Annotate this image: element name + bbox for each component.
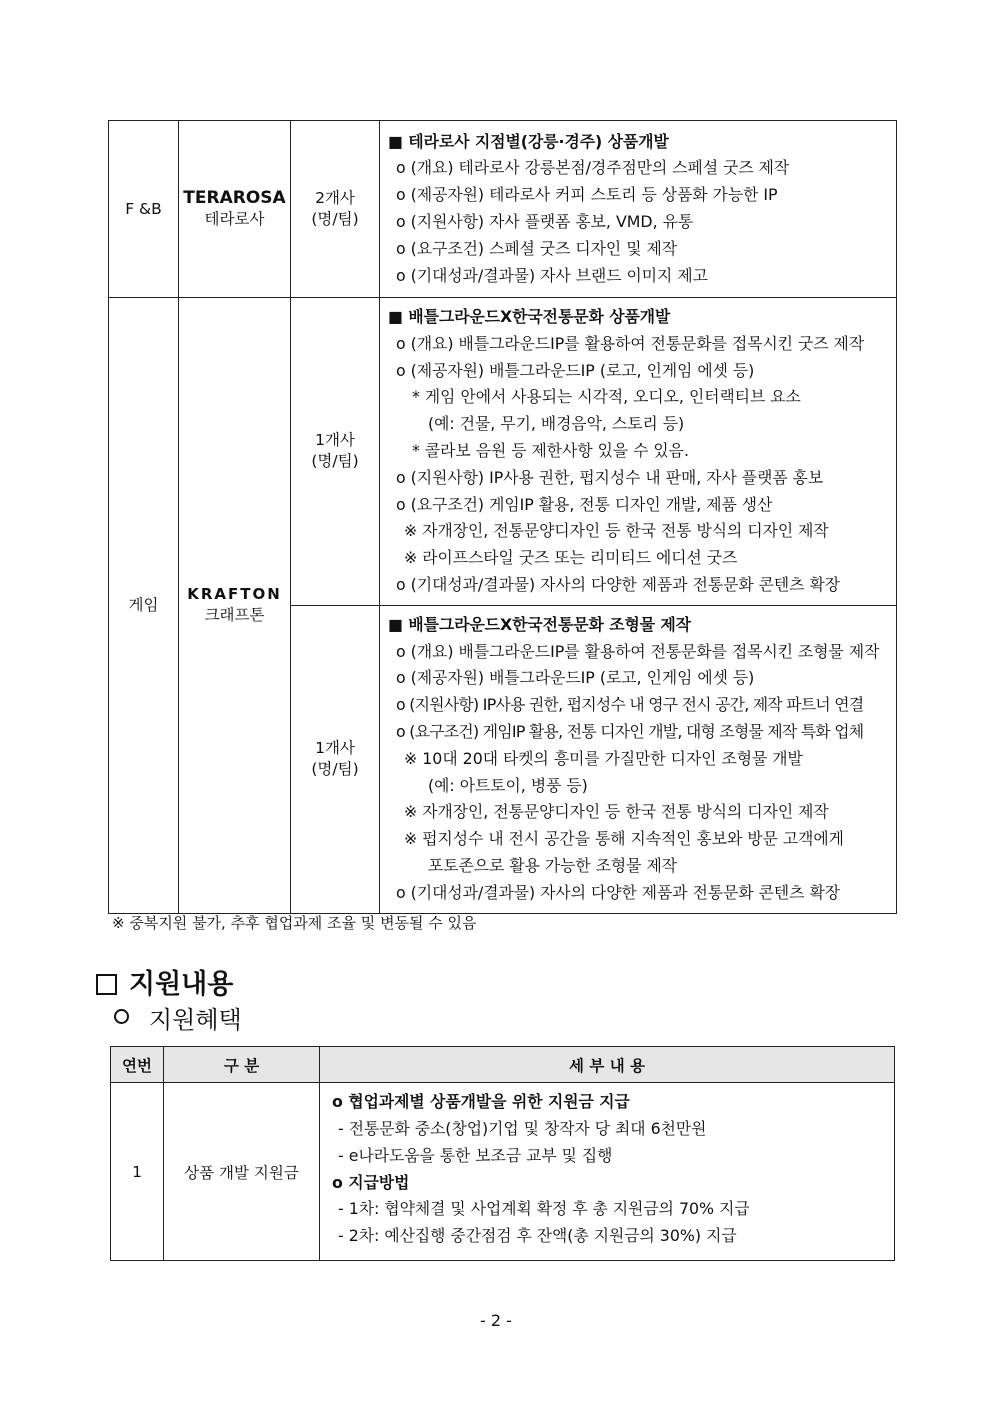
count-unit: (명/팀) xyxy=(311,760,359,779)
category-cell: F &B xyxy=(109,121,179,298)
desc-line: o (지원사항) 자사 플랫폼 홍보, VMD, 유통 xyxy=(396,212,694,231)
count-unit: (명/팀) xyxy=(311,210,359,228)
count-unit: (명/팀) xyxy=(311,452,359,471)
desc-line: o (제공자원) 배틀그라운드IP (로고, 인게임 에셋 등) xyxy=(396,668,755,688)
detail-heading: o 지급방법 xyxy=(332,1172,410,1192)
desc-line: o (개요) 배틀그라운드IP를 활용하여 전통문화를 접목시킨 조형물 제작 xyxy=(396,641,880,661)
desc-line: 포토존으로 활용 가능한 조형물 제작 xyxy=(428,855,677,875)
table-row xyxy=(109,298,897,606)
category-cell: 게임 xyxy=(109,298,179,914)
subsection-title: 지원혜택 xyxy=(149,1006,242,1034)
desc-line: o (개요) 배틀그라운드IP를 활용하여 전통문화를 접목시킨 굿즈 제작 xyxy=(396,333,865,353)
desc-line: ※ 자개장인, 전통문양디자인 등 한국 전통 방식의 디자인 제작 xyxy=(404,802,829,822)
count-cell xyxy=(291,298,380,606)
note-text: ※ 중복지원 불가, 추후 협업과제 조율 및 변동될 수 있음 xyxy=(112,914,477,932)
desc-line: ※ 라이프스타일 굿즈 또는 리미티드 에디션 굿즈 xyxy=(404,548,738,568)
desc-line: o (제공자원) 배틀그라운드IP (로고, 인게임 에셋 등) xyxy=(396,360,755,380)
section-heading xyxy=(96,962,233,1001)
desc-line: o (기대성과/결과물) 자사의 다양한 제품과 전통문화 콘텐츠 확장 xyxy=(396,882,840,902)
desc-line: * 콜라보 음원 등 제한사항 있을 수 있음. xyxy=(412,440,689,460)
desc-line: o (요구조건) 게임IP 활용, 전통 디자인 개발, 대형 조형물 제작 특화 업체 xyxy=(396,721,864,741)
desc-line: ※ 펍지성수 내 전시 공간을 통해 지속적인 홍보와 방문 고객에게 xyxy=(404,829,844,849)
project-title: ■ 배틀그라운드X한국전통문화 조형물 제작 xyxy=(388,614,692,634)
description-cell xyxy=(380,121,897,298)
subsection-heading xyxy=(114,1000,242,1035)
table-row xyxy=(109,121,897,298)
benefits-table xyxy=(110,1046,895,1261)
company-name: 테라로사 xyxy=(204,210,265,228)
desc-line: o (제공자원) 테라로사 커피 스토리 등 상품화 가능한 IP xyxy=(396,185,778,205)
row-no: 1 xyxy=(111,1083,164,1261)
header-category: 구 분 xyxy=(164,1047,320,1083)
count-value: 1개사 xyxy=(315,739,355,758)
krafton-logo: KRAFTON xyxy=(187,585,282,604)
description-cell xyxy=(380,605,897,913)
desc-line: ※ 10대 20대 타켓의 흥미를 가질만한 디자인 조형물 개발 xyxy=(404,748,803,768)
detail-heading: o 협업과제별 상품개발을 위한 지원금 지급 xyxy=(332,1092,630,1112)
desc-line: o (개요) 테라로사 강릉본점/경주점만의 스페셜 굿즈 제작 xyxy=(396,158,790,178)
desc-line: o (기대성과/결과물) 자사의 다양한 제품과 전통문화 콘텐츠 확장 xyxy=(396,574,840,594)
detail-line: - e나라도움을 통한 보조금 교부 및 집행 xyxy=(338,1145,613,1165)
detail-line: - 1차: 협약체결 및 사업계획 확정 후 총 지원금의 70% 지급 xyxy=(338,1199,750,1219)
header-no: 연번 xyxy=(111,1047,164,1083)
desc-line: * 게임 안에서 사용되는 시각적, 오디오, 인터랙티브 요소 xyxy=(412,387,801,407)
circle-bullet-icon xyxy=(114,1009,129,1024)
desc-line: o (요구조건) 스페셜 굿즈 디자인 및 제작 xyxy=(396,238,678,258)
section-title: 지원내용 xyxy=(129,969,234,1000)
terarosa-logo: TERAROSA xyxy=(183,188,286,208)
project-title: ■ 배틀그라운드X한국전통문화 상품개발 xyxy=(388,307,671,326)
table-row xyxy=(111,1083,895,1261)
count-value: 2개사 xyxy=(315,189,355,207)
desc-line: (예: 아트토이, 병풍 등) xyxy=(428,775,588,795)
desc-line: o (지원사항) IP사용 권한, 펍지성수 내 판매, 자사 플랫폼 홍보 xyxy=(396,467,824,487)
count-value: 1개사 xyxy=(315,431,355,450)
description-cell xyxy=(380,298,897,606)
desc-line: o (요구조건) 게임IP 활용, 전통 디자인 개발, 제품 생산 xyxy=(396,494,773,514)
detail-line: - 전통문화 중소(창업)기업 및 창작자 당 최대 6천만원 xyxy=(338,1118,707,1138)
count-cell xyxy=(291,605,380,913)
desc-line: o (기대성과/결과물) 자사 브랜드 이미지 제고 xyxy=(396,265,708,285)
page-number: - 2 - xyxy=(480,1311,512,1330)
count-cell xyxy=(291,121,380,298)
row-details xyxy=(320,1083,895,1261)
desc-line: o (지원사항) IP사용 권한, 펍지성수 내 영구 전시 공간, 제작 파트너 연결 xyxy=(396,695,864,715)
project-title: ■ 테라로사 지점별(강릉·경주) 상품개발 xyxy=(388,131,669,151)
desc-line: (예: 건물, 무기, 배경음악, 스토리 등) xyxy=(428,414,685,434)
partner-projects-table xyxy=(108,120,897,914)
row-category: 상품 개발 지원금 xyxy=(164,1083,320,1261)
table-header-row xyxy=(111,1047,895,1083)
header-details: 세 부 내 용 xyxy=(320,1047,895,1083)
detail-line: - 2차: 예산집행 중간점검 후 잔액(총 지원금의 30%) 지급 xyxy=(338,1226,737,1246)
company-name: 크래프톤 xyxy=(204,606,265,625)
company-cell xyxy=(179,298,291,914)
company-cell xyxy=(179,121,291,298)
desc-line: ※ 자개장인, 전통문양디자인 등 한국 전통 방식의 디자인 제작 xyxy=(404,521,829,541)
checkbox-square-icon xyxy=(96,974,117,995)
